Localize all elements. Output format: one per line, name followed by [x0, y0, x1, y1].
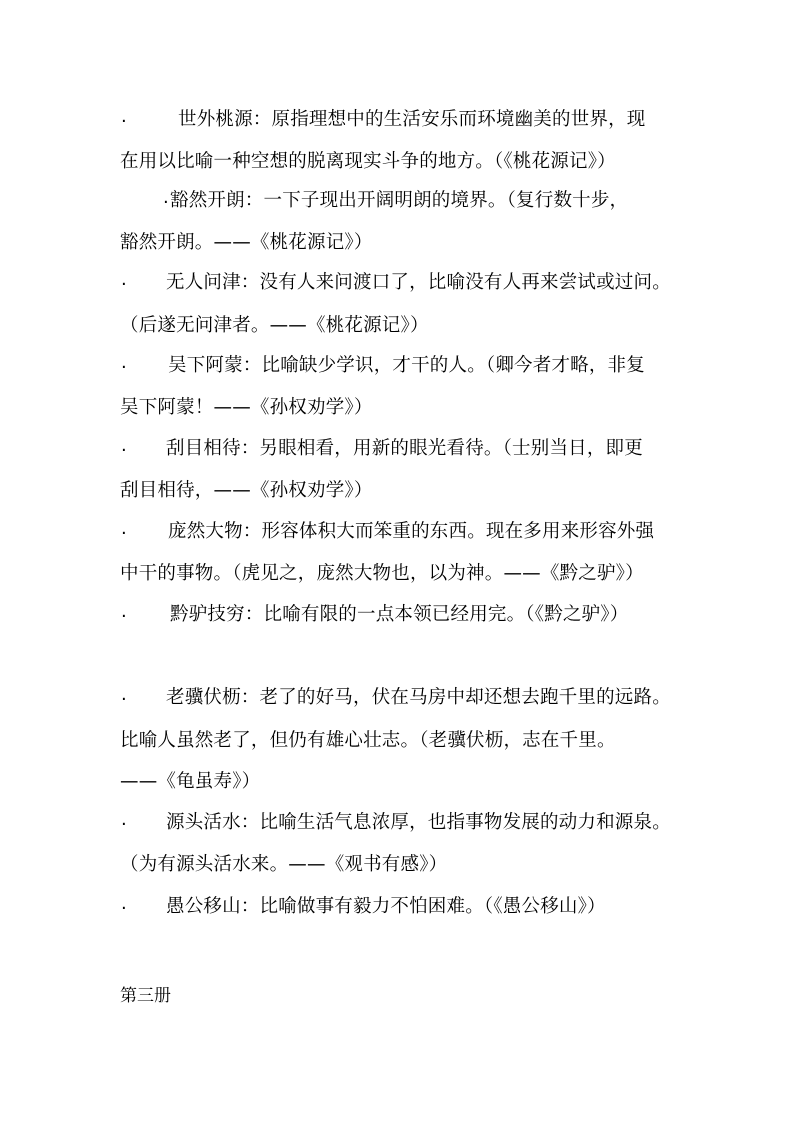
idiom-explanation-continued: 吴下阿蒙！——《孙权劝学》） — [120, 397, 373, 418]
bullet-marker: · — [121, 814, 127, 835]
idiom-entry-wuren-wenjin: 无人问津：没有人来问渡口了，比喻没有人再来尝试或过问。 — [166, 272, 671, 293]
idiom-entry-yuantou-huoshui: 源头活水：比喻生活气息浓厚，也指事物发展的动力和源泉。 — [166, 812, 671, 833]
section-heading: 第三册 — [120, 986, 171, 1006]
idiom-explanation-continued: 中干的事物。（虎见之，庞然大物也，以为神。——《黔之驴》） — [120, 563, 644, 584]
idiom-explanation-continued: 刮目相待，——《孙权劝学》） — [120, 480, 373, 501]
bullet-marker: · — [121, 357, 127, 378]
idiom-entry-qianlv-jiqiong: 黔驴技穷：比喻有限的一点本领已经用完。（《黔之驴》） — [170, 604, 629, 625]
idiom-explanation-continued: （为有源头活水来。——《观书有感》） — [120, 854, 448, 875]
idiom-explanation-continued: 豁然开朗。——《桃花源记》） — [120, 232, 373, 253]
bullet-marker: · — [121, 689, 127, 710]
idiom-explanation-continued: 比喻人虽然老了，但仍有雄心壮志。（老骥伏枥，志在千里。 — [120, 730, 616, 751]
bullet-marker: · — [121, 898, 127, 919]
bullet-marker: · — [121, 440, 127, 461]
idiom-entry-shiwaitaoyuan: 世外桃源：原指理想中的生活安乐而环境幽美的世界，现 — [178, 109, 646, 130]
bullet-marker: · — [121, 523, 127, 544]
bullet-marker: · — [121, 606, 127, 627]
bullet-marker: · — [121, 111, 127, 132]
idiom-explanation-continued: ——《龟虽寿》） — [120, 771, 261, 792]
idiom-explanation-continued: （后遂无问津者。——《桃花源记》） — [120, 315, 429, 336]
bullet-marker: · — [121, 274, 127, 295]
idiom-entry-yugong-yishan: 愚公移山：比喻做事有毅力不怕困难。（《愚公移山》） — [166, 896, 606, 917]
idiom-entry-wuxia-ameng: 吴下阿蒙：比喻缺少学识，才干的人。（卿今者才略，非复 — [168, 355, 645, 376]
idiom-entry-guamu-xiangdai: 刮目相待：另眼相看，用新的眼光看待。（士别当日，即更 — [166, 438, 643, 459]
idiom-entry-huoran-kailang: 豁然开朗：一下子现出开阔明朗的境界。（复行数十步， — [170, 190, 629, 211]
bullet-marker: · — [163, 192, 169, 213]
idiom-explanation-continued: 在用以比喻一种空想的脱离现实斗争的地方。（《桃花源记》） — [120, 151, 616, 172]
idiom-entry-laoji-fuli: 老骥伏枥：老了的好马，伏在马房中却还想去跑千里的远路。 — [166, 687, 671, 708]
idiom-entry-pangran-dawu: 庞然大物：形容体积大而笨重的东西。现在多用来形容外强 — [168, 521, 655, 542]
